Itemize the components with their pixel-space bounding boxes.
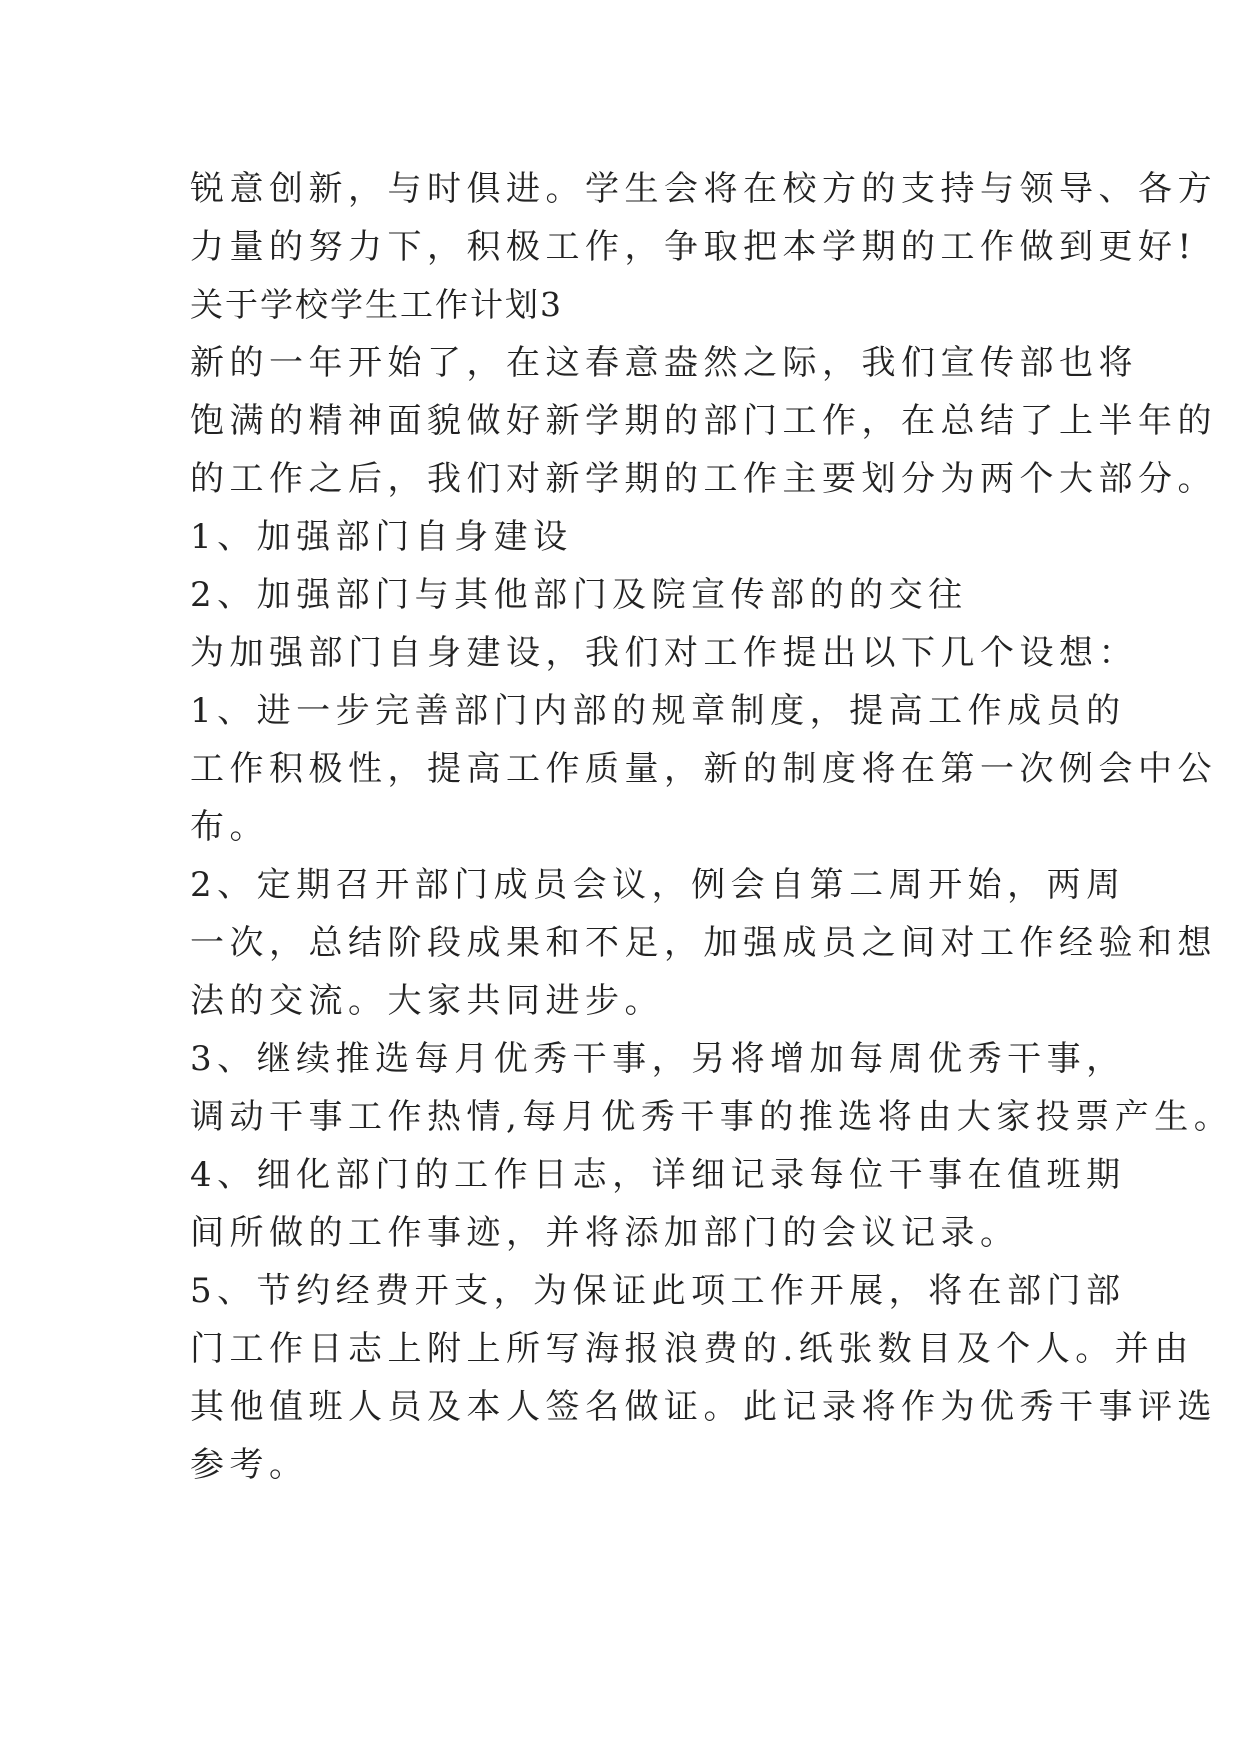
text-line: 一次，总结阶段成果和不足，加强成员之间对工作经验和想 xyxy=(190,923,1217,963)
list-item: 1、进一步完善部门内部的规章制度，提高工作成员的 xyxy=(190,691,1126,731)
text-line: 的工作之后，我们对新学期的工作主要划分为两个大部分。 xyxy=(190,459,1217,499)
text-line: 法的交流。大家共同进步。 xyxy=(190,981,664,1021)
text-line: 调动干事工作热情,每月优秀干事的推选将由大家投票产生。 xyxy=(190,1097,1234,1137)
text-line: 锐意创新，与时俱进。学生会将在校方的支持与领导、各方 xyxy=(190,169,1217,209)
text-line: 门工作日志上附上所写海报浪费的.纸张数目及个人。并由 xyxy=(190,1329,1194,1369)
text-line: 其他值班人员及本人签名做证。此记录将作为优秀干事评选 xyxy=(190,1387,1217,1427)
list-item: 2、定期召开部门成员会议，例会自第二周开始，两周 xyxy=(190,865,1126,905)
list-item: 2、加强部门与其他部门及院宣传部的的交往 xyxy=(190,575,968,615)
list-item: 5、节约经费开支，为保证此项工作开展，将在部门部 xyxy=(190,1271,1126,1311)
section-heading: 关于学校学生工作计划3 xyxy=(190,285,563,324)
text-line: 参考。 xyxy=(190,1445,309,1485)
list-item: 1、加强部门自身建设 xyxy=(190,517,573,557)
list-item: 3、继续推选每月优秀干事，另将增加每周优秀干事， xyxy=(190,1039,1126,1079)
text-line: 布。 xyxy=(190,807,269,847)
text-line: 间所做的工作事迹，并将添加部门的会议记录。 xyxy=(190,1213,1020,1253)
text-line: 力量的努力下，积极工作，争取把本学期的工作做到更好! xyxy=(190,227,1197,267)
list-item: 4、细化部门的工作日志，详细记录每位干事在值班期 xyxy=(190,1155,1126,1195)
text-line: 工作积极性，提高工作质量，新的制度将在第一次例会中公 xyxy=(190,749,1217,789)
text-line: 新的一年开始了，在这春意盎然之际，我们宣传部也将 xyxy=(190,343,1138,383)
text-line: 为加强部门自身建设，我们对工作提出以下几个设想： xyxy=(190,633,1138,673)
document-body xyxy=(190,160,1234,1494)
text-line: 饱满的精神面貌做好新学期的部门工作，在总结了上半年的 xyxy=(190,401,1217,441)
